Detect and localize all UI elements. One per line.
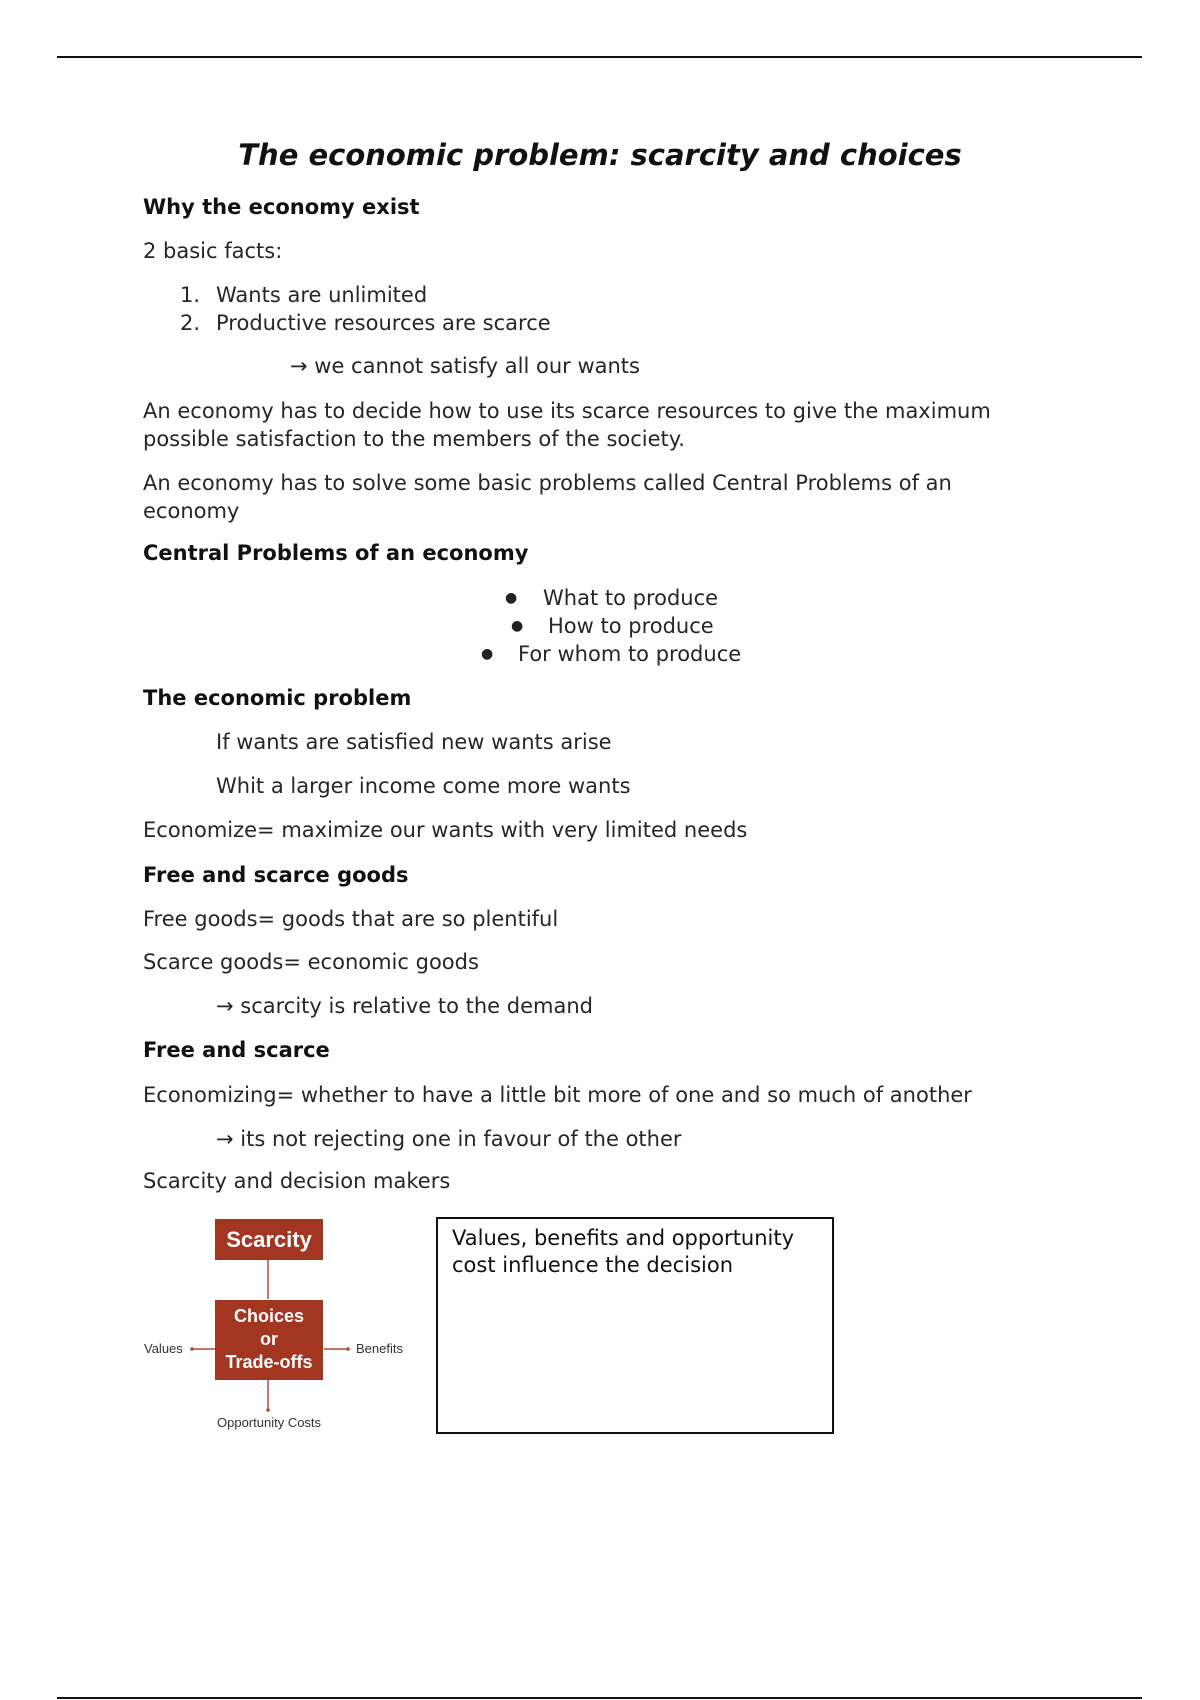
central-problem-item: What to produce	[543, 586, 719, 610]
connector-dot	[266, 1408, 270, 1412]
heading-why-economy: Why the economy exist	[143, 195, 420, 219]
values-label: Values	[144, 1341, 183, 1356]
central-problem-item: How to produce	[548, 614, 714, 638]
choices-label: Choices	[233, 1306, 305, 1326]
heading-free-scarce: Free and scarce	[143, 1038, 330, 1062]
scarcity-box: Scarcity	[215, 1219, 323, 1260]
heading-free-scarce-goods: Free and scarce goods	[143, 863, 409, 887]
bullet-icon: ●	[511, 618, 524, 634]
fact-number: 1.	[180, 283, 201, 307]
connector-dot	[346, 1347, 350, 1351]
choices-box	[215, 1300, 323, 1380]
decision-makers-label: Scarcity and decision makers	[143, 1169, 451, 1193]
fact-item: Productive resources are scarce	[216, 311, 551, 335]
footer-rule	[57, 1697, 1142, 1699]
free-goods-definition: Free goods= goods that are so plentiful	[143, 907, 559, 931]
heading-central-problems: Central Problems of an economy	[143, 541, 529, 565]
scarce-goods-definition: Scarce goods= economic goods	[143, 950, 479, 974]
heading-economic-problem: The economic problem	[143, 686, 412, 710]
decision-textbox-text: Values, benefits and opportunity cost influence the decision	[452, 1226, 795, 1277]
bullet-icon: ●	[481, 646, 494, 662]
facts-consequence: → we cannot satisfy all our wants	[290, 354, 640, 378]
paragraph-scarce-resources: An economy has to decide how to use its scarce resources to give the maximum possible satisfaction to the members of the society.	[143, 399, 991, 451]
connector-dot	[190, 1347, 194, 1351]
page-title: The economic problem: scarcity and choices	[238, 138, 962, 172]
basic-facts-intro: 2 basic facts:	[143, 239, 283, 263]
fact-number: 2.	[180, 311, 201, 335]
benefits-label: Benefits	[356, 1341, 403, 1356]
paragraph-central-problems: An economy has to solve some basic problems called Central Problems of an economy	[143, 471, 952, 523]
header-rule	[57, 56, 1142, 58]
or-label: or	[260, 1329, 278, 1349]
decision-textbox	[436, 1217, 834, 1434]
scarcity-relative-note: → scarcity is relative to the demand	[216, 994, 593, 1018]
not-rejecting-note: → its not rejecting one in favour of the other	[216, 1127, 682, 1151]
scarcity-diagram	[140, 1215, 420, 1440]
opportunity-costs-label: Opportunity Costs	[217, 1415, 322, 1430]
economic-problem-line: If wants are satisfied new wants arise	[216, 730, 612, 754]
economizing-definition: Economizing= whether to have a little bit more of one and so much of another	[143, 1083, 972, 1107]
bullet-icon: ●	[505, 590, 518, 606]
central-problem-item: For whom to produce	[518, 642, 742, 666]
fact-item: Wants are unlimited	[216, 283, 428, 307]
economize-definition: Economize= maximize our wants with very limited needs	[143, 818, 748, 842]
economic-problem-line: Whit a larger income come more wants	[216, 774, 631, 798]
tradeoffs-label: Trade-offs	[225, 1352, 313, 1372]
